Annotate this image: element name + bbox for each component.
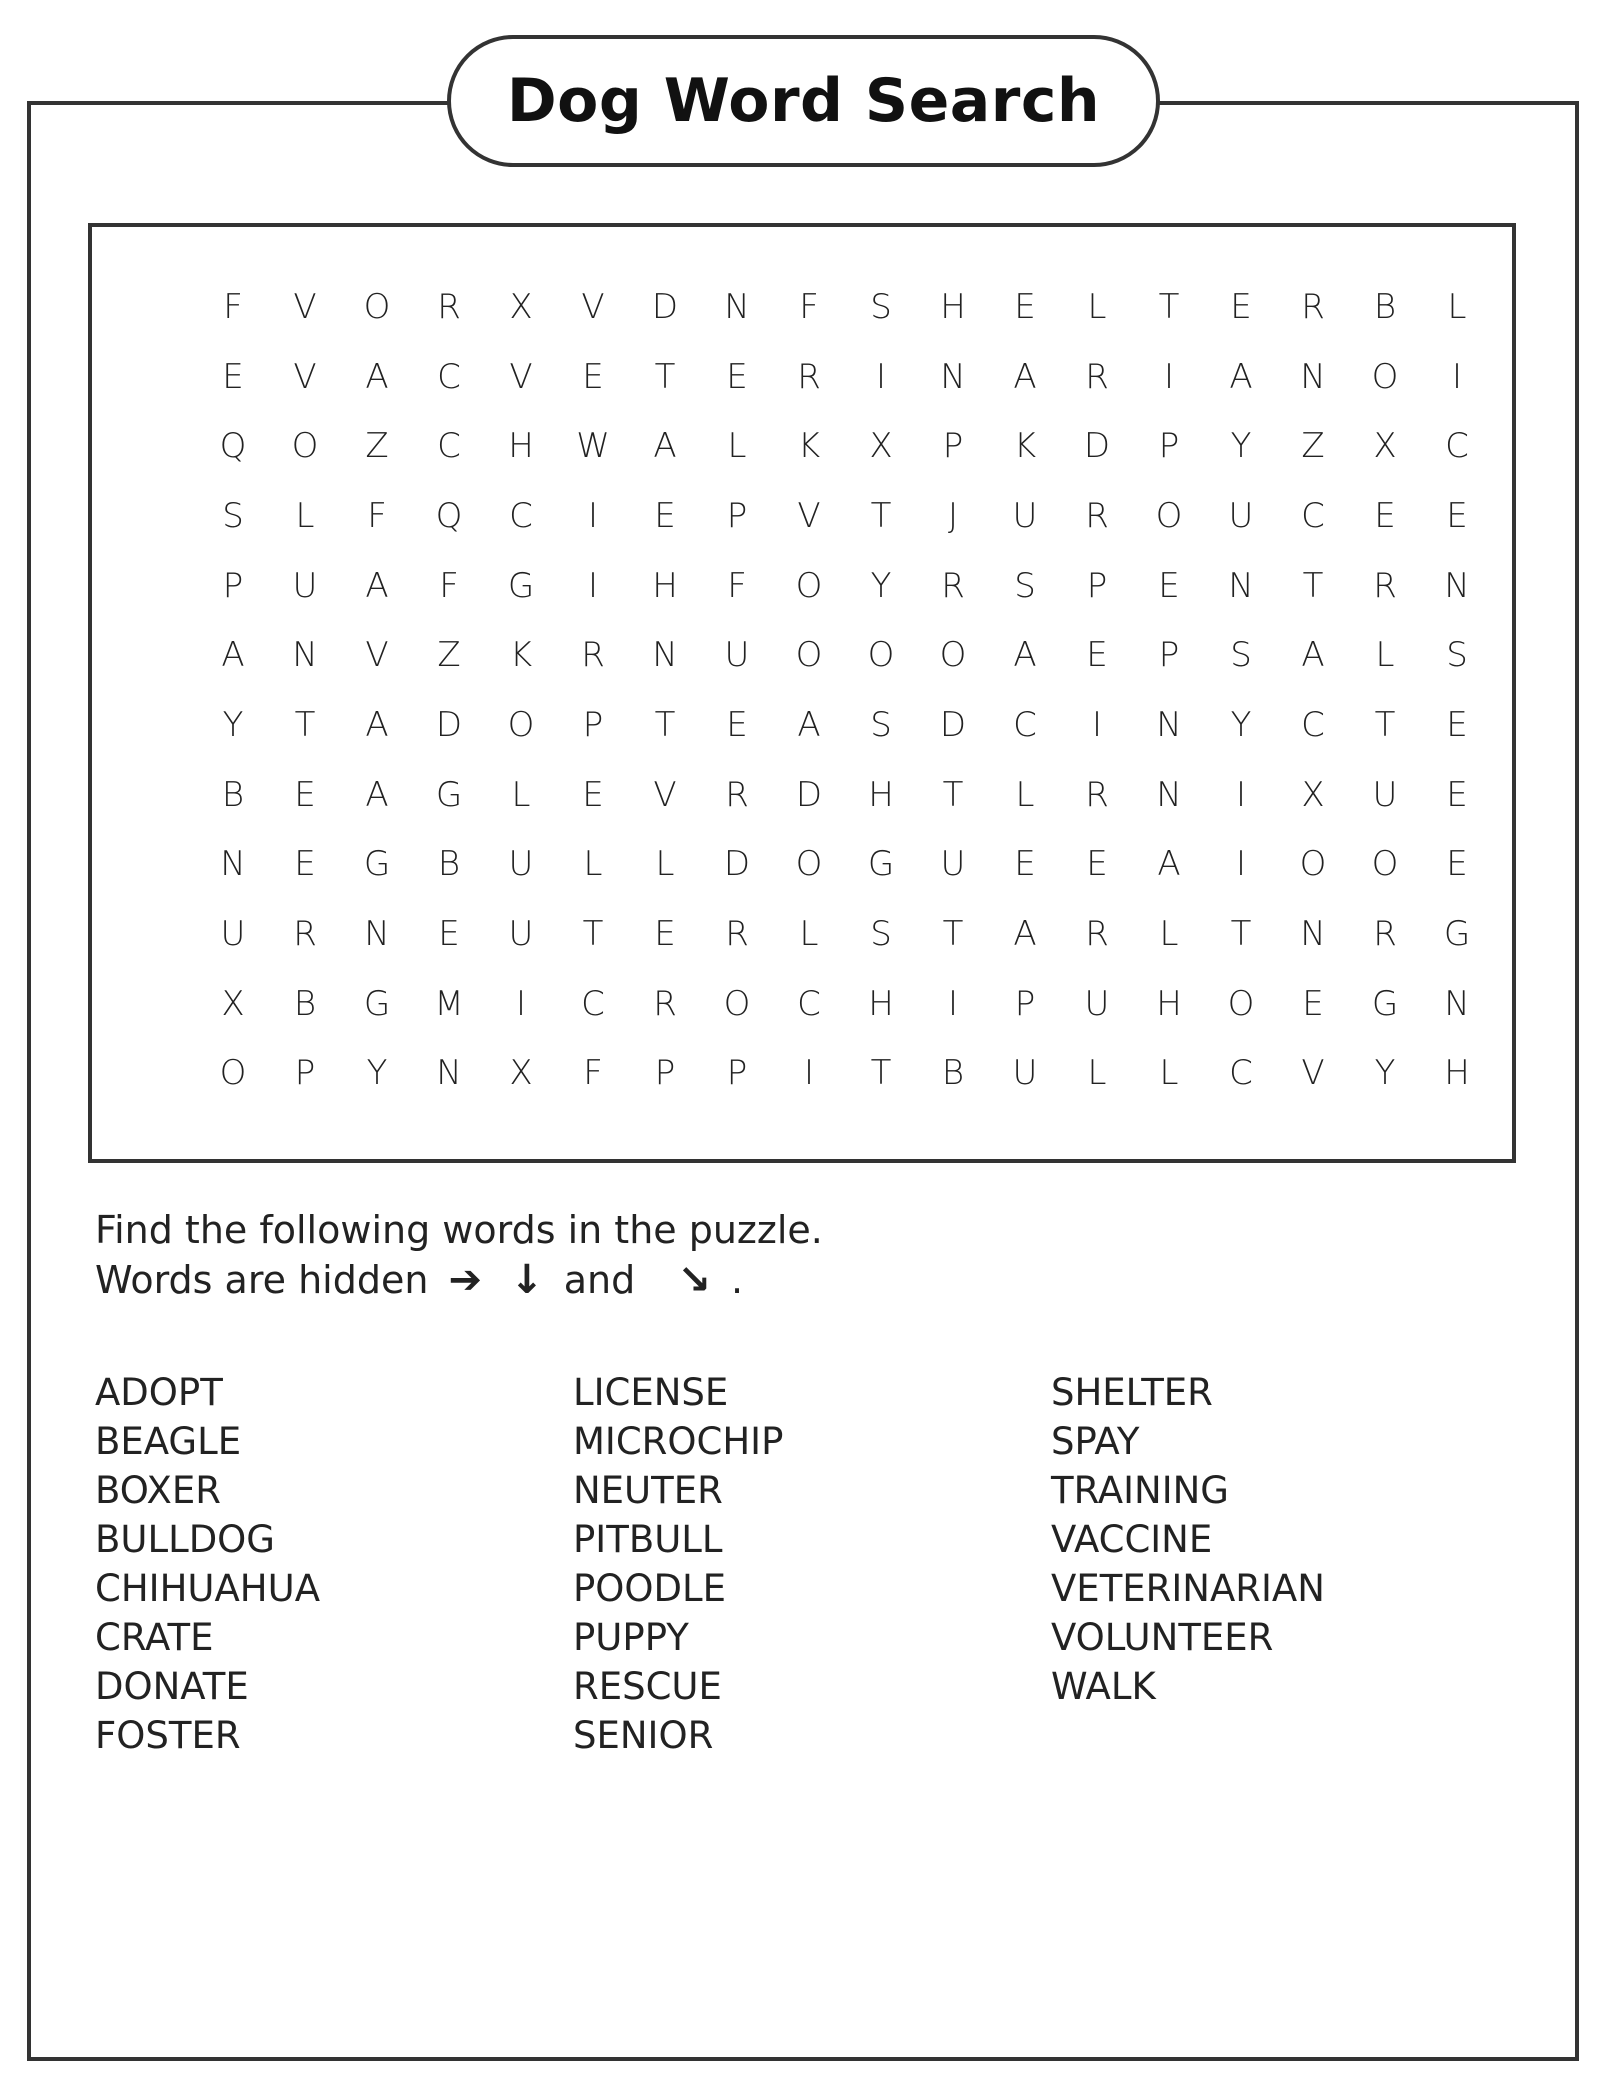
puzzle-grid-box [88,223,1516,1163]
grid-letter: U [940,844,966,885]
grid-letter: D [1083,426,1111,467]
grid-letter: K [797,426,821,467]
grid-letter: Q [435,495,463,536]
grid-letter: C [797,983,821,1024]
instructions-and: and [563,1258,636,1302]
grid-letter: C [1445,426,1469,467]
grid-letter: V [293,356,317,397]
grid-letter: M [434,983,464,1024]
grid-letter: E [1446,704,1468,745]
grid-letter: U [292,565,318,606]
grid-letter: L [1375,635,1395,676]
grid-letter: A [1013,914,1037,955]
grid-letter: R [581,635,605,676]
grid-letter: D [939,704,967,745]
grid-letter: V [1301,1053,1325,1094]
grid-letter: L [1159,914,1179,955]
grid-letter: X [869,426,893,467]
grid-letter: S [1230,635,1252,676]
grid-letter: T [870,495,892,536]
grid-letter: Y [870,565,892,606]
grid-letter: E [1014,286,1036,327]
arrow-diagonal-icon: ↘ [677,1257,711,1303]
grid-letter: A [1157,844,1181,885]
grid-letter: E [582,774,604,815]
grid-letter: T [942,774,964,815]
grid-letter: F [727,565,747,606]
word-list-item: PUPPY [573,1616,689,1659]
grid-letter: N [724,286,750,327]
grid-letter: U [1012,1053,1038,1094]
grid-letter: N [220,844,246,885]
grid-letter: Z [1301,426,1325,467]
grid-letter: N [940,356,966,397]
grid-letter: F [799,286,819,327]
grid-letter: O [363,286,391,327]
grid-letter: G [507,565,535,606]
word-list-item: VOLUNTEER [1051,1616,1274,1659]
grid-letter: Y [1230,426,1252,467]
grid-letter: K [1013,426,1037,467]
word-list-item: ADOPT [95,1371,223,1414]
grid-letter: N [1228,565,1254,606]
grid-letter: U [508,844,534,885]
grid-letter: O [939,635,967,676]
grid-letter: E [438,914,460,955]
grid-letter: H [868,774,894,815]
grid-letter: Z [365,426,389,467]
grid-letter: F [439,565,459,606]
grid-letter: R [725,774,749,815]
grid-letter: F [583,1053,603,1094]
grid-letter: T [1374,704,1396,745]
word-list-item: BEAGLE [95,1420,242,1463]
grid-letter: E [1086,844,1108,885]
page-title: Dog Word Search [506,66,1101,136]
grid-letter: G [363,983,391,1024]
grid-letter: C [1301,495,1325,536]
grid-letter: Y [366,1053,388,1094]
grid-letter: U [1012,495,1038,536]
grid-letter: O [291,426,319,467]
grid-letter: P [942,426,964,467]
grid-letter: U [508,914,534,955]
word-list-item: CRATE [95,1616,214,1659]
word-column-2 [573,1368,1043,1760]
grid-letter: X [1301,774,1325,815]
word-column-1 [95,1368,565,1760]
grid-letter: R [725,914,749,955]
grid-letter: A [365,565,389,606]
grid-letter: A [1301,635,1325,676]
grid-letter: E [654,914,676,955]
grid-letter: Y [1374,1053,1396,1094]
instructions-line-2-text: Words are hidden [95,1258,429,1302]
grid-letter: T [870,1053,892,1094]
grid-letter: U [724,635,750,676]
word-list-item: VACCINE [1051,1518,1213,1561]
word-list-item: FOSTER [95,1714,241,1757]
grid-letter: P [294,1053,316,1094]
word-list-item: SENIOR [573,1714,714,1757]
grid-letter: A [797,704,821,745]
grid-letter: N [1156,774,1182,815]
grid-letter: E [654,495,676,536]
grid-letter: R [941,565,965,606]
grid-letter: V [653,774,677,815]
grid-letter: O [1371,356,1399,397]
grid-letter: E [294,774,316,815]
grid-letter: O [795,565,823,606]
grid-letter: A [221,635,245,676]
word-list-item: LICENSE [573,1371,729,1414]
grid-letter: O [507,704,535,745]
grid-letter: V [509,356,533,397]
grid-letter: R [1085,914,1109,955]
word-column-3 [1051,1368,1521,1711]
word-list-item: PITBULL [573,1518,723,1561]
grid-letter: R [797,356,821,397]
grid-letter: P [726,1053,748,1094]
grid-letter: P [654,1053,676,1094]
grid-letter: T [582,914,604,955]
grid-letter: I [1163,356,1175,397]
grid-letter: N [436,1053,462,1094]
word-list-item: BULLDOG [95,1518,275,1561]
instructions [95,1205,823,1305]
grid-letter: E [1086,635,1108,676]
grid-letter: N [1444,983,1470,1024]
grid-letter: O [219,1053,247,1094]
grid-letter: T [1230,914,1252,955]
grid-letter: T [654,704,676,745]
grid-letter: E [582,356,604,397]
grid-letter: D [435,704,463,745]
grid-letter: L [1015,774,1035,815]
grid-letter: I [803,1053,815,1094]
grid-letter: A [365,356,389,397]
grid-letter: L [1447,286,1467,327]
grid-letter: C [437,426,461,467]
grid-letter: B [293,983,317,1024]
grid-letter: L [655,844,675,885]
grid-letter: C [509,495,533,536]
grid-letter: I [1451,356,1463,397]
grid-letter: I [875,356,887,397]
word-list-item: RESCUE [573,1665,722,1708]
grid-letter: Z [437,635,461,676]
grid-letter: C [1013,704,1037,745]
grid-letter: G [435,774,463,815]
grid-letter: X [509,1053,533,1094]
grid-letter: T [1302,565,1324,606]
grid-letter: E [1230,286,1252,327]
grid-letter: U [1084,983,1110,1024]
grid-letter: C [1301,704,1325,745]
grid-letter: C [1229,1053,1253,1094]
grid-letter: R [1301,286,1325,327]
grid-letter: O [867,635,895,676]
grid-letter: P [222,565,244,606]
grid-letter: O [795,635,823,676]
grid-letter: U [1372,774,1398,815]
grid-letter: N [292,635,318,676]
grid-letter: A [1013,356,1037,397]
grid-letter: O [1227,983,1255,1024]
grid-letter: L [583,844,603,885]
grid-letter: H [940,286,966,327]
grid-letter: B [437,844,461,885]
grid-letter: E [1158,565,1180,606]
grid-letter: R [1085,774,1109,815]
grid-letter: B [941,1053,965,1094]
grid-letter: N [652,635,678,676]
grid-letter: X [509,286,533,327]
word-list-item: SHELTER [1051,1371,1213,1414]
grid-letter: I [587,495,599,536]
grid-letter: O [1299,844,1327,885]
grid-letter: L [799,914,819,955]
grid-letter: H [1156,983,1182,1024]
grid-letter: E [1302,983,1324,1024]
grid-letter: L [1087,286,1107,327]
word-list-item: VETERINARIAN [1051,1567,1325,1610]
word-list-item: MICROCHIP [573,1420,784,1463]
grid-letter: A [1013,635,1037,676]
grid-letter: I [1235,774,1247,815]
grid-letter: O [795,844,823,885]
grid-letter: E [222,356,244,397]
grid-letter: E [1446,774,1468,815]
word-list-item: NEUTER [573,1469,723,1512]
grid-letter: E [1014,844,1036,885]
grid-letter: E [1374,495,1396,536]
grid-letter: W [576,426,610,467]
grid-letter: A [365,774,389,815]
grid-letter: R [293,914,317,955]
grid-letter: E [726,704,748,745]
grid-letter: V [797,495,821,536]
grid-letter: F [223,286,243,327]
grid-letter: N [1300,356,1326,397]
grid-letter: P [1158,635,1180,676]
grid-letter: T [654,356,676,397]
grid-letter: I [947,983,959,1024]
grid-letter: D [795,774,823,815]
grid-letter: A [653,426,677,467]
word-list-item: WALK [1051,1665,1156,1708]
grid-letter: S [1014,565,1036,606]
grid-letter: P [582,704,604,745]
grid-letter: S [222,495,244,536]
instructions-period: . [730,1258,744,1302]
grid-letter: O [1155,495,1183,536]
grid-letter: R [1085,495,1109,536]
instructions-line-1: Find the following words in the puzzle. [95,1208,823,1252]
grid-letter: X [1373,426,1397,467]
grid-letter: L [511,774,531,815]
grid-letter: P [1014,983,1036,1024]
word-list-item: BOXER [95,1469,221,1512]
grid-letter: E [294,844,316,885]
grid-letter: D [651,286,679,327]
grid-letter: E [1446,844,1468,885]
grid-letter: A [1229,356,1253,397]
grid-letter: Q [219,426,247,467]
grid-letter: H [508,426,534,467]
grid-letter: R [1085,356,1109,397]
grid-letter: T [294,704,316,745]
grid-letter: L [727,426,747,467]
grid-letter: P [1158,426,1180,467]
word-list-item: CHIHUAHUA [95,1567,320,1610]
grid-letter: V [581,286,605,327]
grid-letter: D [723,844,751,885]
grid-letter: S [1446,635,1468,676]
grid-letter: O [1371,844,1399,885]
grid-letter: H [652,565,678,606]
grid-letter: P [726,495,748,536]
grid-letter: R [437,286,461,327]
grid-letter: K [509,635,533,676]
grid-letter: B [1373,286,1397,327]
grid-letter: L [1159,1053,1179,1094]
grid-letter: A [365,704,389,745]
grid-letter: U [1228,495,1254,536]
grid-letter: I [587,565,599,606]
grid-letter: S [870,914,892,955]
grid-letter: T [942,914,964,955]
grid-letter: R [1373,914,1397,955]
arrow-right-icon: ➔ [448,1257,483,1303]
grid-letter: Y [222,704,244,745]
grid-letter: V [365,635,389,676]
grid-letter: C [581,983,605,1024]
grid-letter: O [723,983,751,1024]
grid-letter: S [870,704,892,745]
word-list-item: TRAINING [1051,1469,1229,1512]
grid-letter: H [868,983,894,1024]
grid-letter: I [1235,844,1247,885]
grid-letter: N [364,914,390,955]
grid-letter: V [293,286,317,327]
grid-letter: I [515,983,527,1024]
grid-letter: J [947,495,959,536]
grid-letter: H [1444,1053,1470,1094]
grid-letter: G [1443,914,1471,955]
grid-letter: Y [1230,704,1252,745]
grid-letter: N [1444,565,1470,606]
grid-letter: N [1156,704,1182,745]
grid-letter: T [1158,286,1180,327]
grid-letter: R [653,983,677,1024]
arrow-down-icon: ↓ [510,1257,544,1303]
grid-letter: U [220,914,246,955]
word-list-item: DONATE [95,1665,249,1708]
grid-letter: F [367,495,387,536]
grid-letter: G [363,844,391,885]
grid-letter: E [1446,495,1468,536]
word-list-item: SPAY [1051,1420,1140,1463]
grid-letter: E [726,356,748,397]
title-banner [447,35,1160,167]
grid-letter: S [870,286,892,327]
grid-letter: P [1086,565,1108,606]
grid-letter: L [295,495,315,536]
letter-grid [197,272,1497,1108]
grid-letter: C [437,356,461,397]
grid-letter: R [1373,565,1397,606]
grid-letter: G [1371,983,1399,1024]
grid-letter: L [1087,1053,1107,1094]
grid-letter: I [1091,704,1103,745]
grid-letter: N [1300,914,1326,955]
word-list-item: POODLE [573,1567,727,1610]
grid-letter: B [221,774,245,815]
grid-letter: G [867,844,895,885]
instructions-line-2 [95,1255,823,1305]
grid-letter: X [221,983,245,1024]
